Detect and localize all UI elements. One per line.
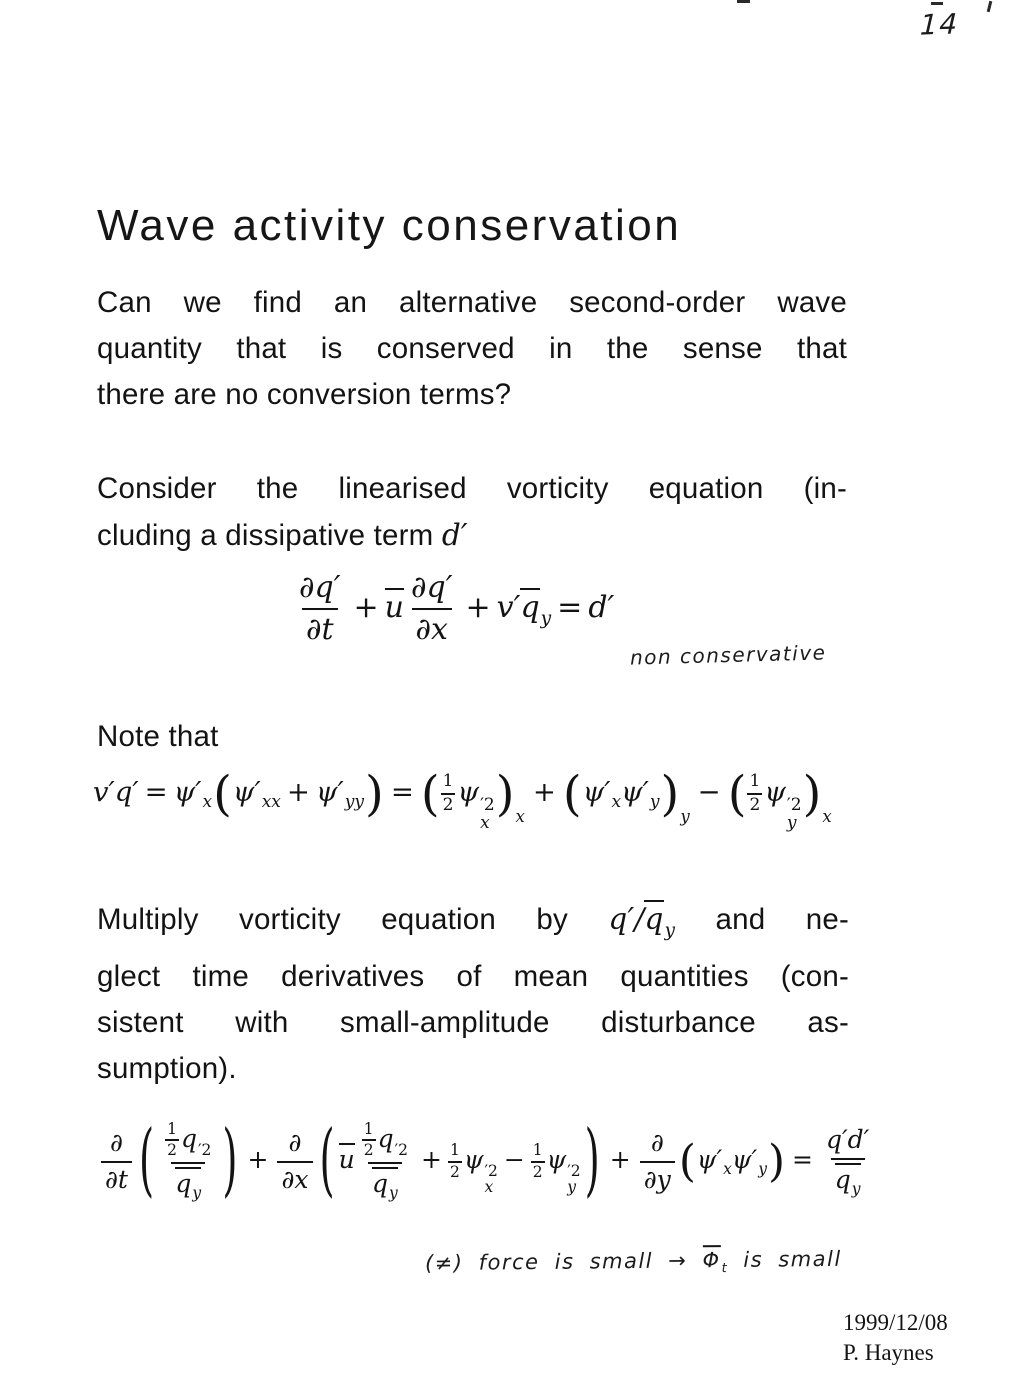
plus-operator: +: [532, 776, 556, 808]
vq-product: v′q′: [93, 776, 139, 808]
fraction-rhs: $\frac{q'd'}{q_y}$: [826, 1125, 870, 1198]
fraction-ddx: $\frac{\partial}{\partial x}$: [277, 1129, 312, 1195]
big-right-paren: ): [584, 1114, 600, 1207]
fraction-dqdt: $\frac{\partial q'}{\partial t}$: [299, 569, 341, 647]
right-paren: ): [660, 765, 680, 822]
minus-operator: −: [697, 776, 721, 808]
q: q: [180, 1123, 197, 1153]
outer-subscript: x: [822, 806, 832, 826]
text-line: quantity that is conserved in the sense that: [97, 332, 847, 365]
paragraph-question: [97, 280, 847, 418]
subscript-y: y: [540, 608, 552, 630]
psi: ψ: [546, 1145, 567, 1174]
big-right-paren: ): [222, 1114, 238, 1207]
psi-yy: ψ′: [315, 776, 344, 808]
page-title: Wave activity conservation: [97, 201, 682, 251]
text-segment: Multiply vorticity equation by: [97, 903, 609, 936]
one-half: $\frac{1}{2}$: [749, 771, 761, 815]
handwritten-note: [425, 1244, 842, 1279]
sup-stack: ′2: [394, 1140, 409, 1159]
sup-sub-stack: ′2 y: [786, 794, 802, 833]
left-paren: (: [727, 765, 747, 822]
q-bar: q: [520, 590, 540, 625]
big-left-paren: (: [138, 1114, 155, 1207]
big-left-paren: (: [319, 1114, 335, 1207]
fraction-enstrophy: [358, 1119, 412, 1202]
psi-y: ψ′: [621, 776, 649, 808]
scan-artifact: [987, 1, 993, 12]
text-segment: and ne-: [675, 903, 849, 936]
scan-artifact: [737, 0, 750, 3]
note-that-label: Note that: [97, 720, 219, 753]
psi-y: ψ′: [731, 1145, 758, 1174]
fraction-ddt: $\frac{\partial}{\partial t}$: [101, 1129, 132, 1195]
text-line: Can we find an alternative second-order wave: [97, 286, 847, 319]
u-bar: u: [384, 590, 404, 625]
q-bar-y: $q_y$: [834, 1164, 861, 1198]
one-half: $\frac{1}{2}$: [167, 1119, 177, 1160]
psi-x: ψ′: [582, 776, 611, 808]
psi-xx: ψ′: [232, 776, 261, 808]
equation-wave-activity: $\frac{\partial}{\partial t}$ ( $\frac{1}{2}$ q ′2 $q_y$ ) + $\frac{\partial}{\partial x}$ ( u $\frac{1}{2}$ q ′2 $q_y$ + $\frac{1}{2}$ ψ ′2 x − $\frac{1}{2}$ ψ ′2 y ) + $\frac{\partial}{\partial y}$ $(\psi'_x\psi'_y)$ = $\frac{q'd'}{q_y}$: [98, 1096, 876, 1233]
q: q: [377, 1123, 394, 1153]
date: 1999/12/08: [843, 1310, 948, 1335]
plus-operator: +: [465, 590, 491, 625]
minus-operator: −: [503, 1145, 525, 1174]
left-paren: (: [420, 765, 440, 822]
outer-subscript: x: [515, 806, 525, 826]
equals-sign: =: [144, 776, 168, 808]
equation-vorticity: [292, 560, 614, 667]
inline-math-q-over-qy: $q'/q_y$: [608, 902, 676, 941]
one-half: $\frac{1}{2}$: [442, 771, 454, 815]
fraction-dqdx: $\frac{\partial q'}{\partial x}$: [411, 569, 453, 647]
note-text: (≠) force is small →: [424, 1248, 688, 1276]
left-paren: (: [562, 765, 582, 822]
sup-sub-stack: ′2 x: [484, 1162, 498, 1197]
text-line: [97, 896, 849, 954]
author: P. Haynes: [843, 1340, 934, 1365]
paragraph-multiply: [97, 896, 849, 1092]
phi-bar: Φ: [702, 1245, 720, 1271]
footer: [843, 1308, 948, 1368]
subscript-t: t: [721, 1260, 729, 1277]
q-bar: q: [644, 902, 664, 936]
psi: ψ: [764, 776, 786, 808]
sup-sub-stack: ′2 y: [567, 1162, 581, 1197]
fraction-ddy: $\frac{\partial}{\partial y}$: [640, 1129, 675, 1195]
sup-sub-stack: ′2 x: [480, 794, 495, 833]
psi-x: ψ′: [696, 1145, 723, 1174]
q-bar-y: $q_y$: [371, 1168, 398, 1202]
math-d-prime: d′: [441, 518, 468, 552]
equation-identity: $v'q' = \psi'_x(\psi'_{xx} + \psi'_{yy})$ = ( $\frac{1}{2}$ ψ ′2 x )$_x+ (\psi'_x\psi'_y)_y-$ ( $\frac{1}{2}$ ψ ′2 y )$_x$: [93, 742, 834, 867]
scan-artifact: [931, 2, 943, 5]
right-paren: ): [802, 765, 822, 822]
q-bar-y: $q_y$: [175, 1168, 202, 1202]
sup-stack: ′2: [198, 1140, 212, 1159]
psi: ψ: [457, 776, 480, 808]
right-paren: ): [767, 1135, 786, 1187]
text-segment: cluding a dissipative term: [97, 519, 442, 552]
v-prime: v′: [496, 590, 521, 625]
paragraph-consider: [97, 466, 847, 559]
note-text: is small: [743, 1246, 842, 1272]
one-half: $\frac{1}{2}$: [363, 1119, 374, 1160]
left-paren: (: [213, 765, 232, 822]
fraction-enstrophy: [161, 1119, 215, 1202]
page-number: 14: [919, 7, 960, 42]
psi-x: ψ′: [173, 776, 202, 808]
outer-subscript: y: [680, 806, 690, 826]
plus-operator: +: [421, 1145, 442, 1174]
equals-sign: =: [792, 1145, 813, 1174]
text-line: there are no conversion terms?: [97, 378, 512, 411]
one-half: $\frac{1}{2}$: [449, 1141, 460, 1181]
d-prime: d′: [588, 590, 615, 625]
plus-operator: +: [353, 590, 379, 625]
text-line: Consider the linearised vorticity equation (in-: [97, 472, 847, 505]
right-paren: ): [495, 765, 515, 822]
left-paren: (: [678, 1135, 696, 1187]
text-line: sistent with small-amplitude disturbance as-: [97, 1005, 849, 1039]
equals-sign: =: [390, 776, 414, 808]
text-line: glect time derivatives of mean quantities (con-: [97, 959, 849, 993]
right-paren: ): [365, 765, 384, 822]
text-line: sumption).: [97, 1051, 237, 1085]
plus-operator: +: [286, 776, 310, 808]
handwritten-annotation: non conservative: [629, 640, 827, 670]
psi: ψ: [463, 1145, 484, 1174]
plus-operator: +: [609, 1145, 631, 1174]
equals-sign: =: [557, 590, 583, 625]
text-line: [97, 512, 847, 559]
one-half: $\frac{1}{2}$: [532, 1141, 543, 1181]
plus-operator: +: [247, 1145, 269, 1174]
u-bar: u: [338, 1145, 355, 1174]
